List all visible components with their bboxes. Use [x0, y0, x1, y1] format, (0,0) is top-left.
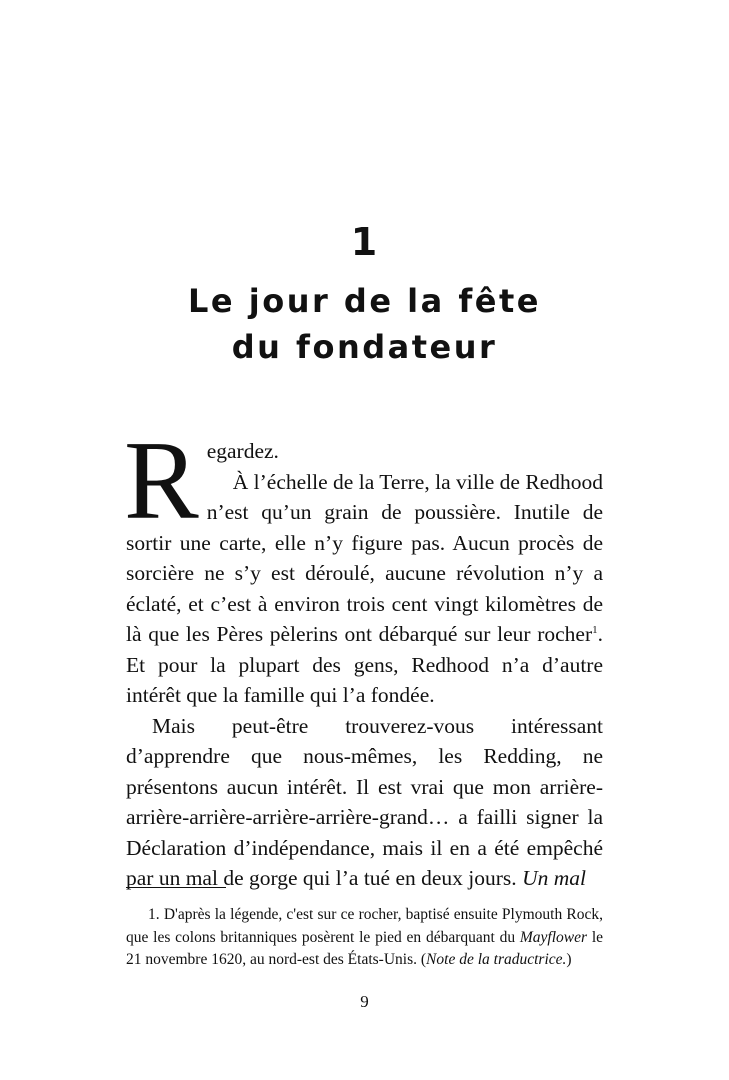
paragraph-2-end: . Et pour la plupart des gens, Redhood n’a d’autre intérêt que la famille qui l’a fondée. — [126, 622, 603, 707]
footnote-text-end: ) — [566, 951, 572, 968]
footnote-text — [126, 904, 603, 972]
paragraph-3 — [126, 711, 603, 894]
footnote-reference: 1 — [592, 623, 598, 636]
footnote-label: 1. — [148, 906, 160, 923]
paragraph-2-text: À l’échelle de la Terre, la ville de Redhood n’est qu’un grain de poussière. Inutile de sortir une carte, elle n’y figure pas. Aucun procès de sorcière ne s’y est déroulé, aucune révolution n’y a éclaté, et c’est à environ trois cent vingt kilomètres de là que les Pères pèlerins ont débarqué sur leur rocher — [126, 469, 603, 646]
footnote-rule — [126, 887, 226, 888]
footnote-italic-note: Note de la traductrice. — [426, 951, 567, 968]
body-text — [124, 419, 603, 894]
chapter-title-line-2: du fondateur — [231, 328, 498, 366]
paragraph-1 — [124, 419, 603, 543]
paragraph-3-text: Mais peut-être trouverez-vous intéressant d’apprendre que nous-mêmes, les Redding, ne présentons aucun intérêt. Il est vrai que mon arrière-arrière-arrière-arrière-arrière-grand… a failli signer la Déclaration d’indépendance, mais il en a été empêché par un mal de gorge qui l’a tué en deux jours. — [126, 713, 603, 890]
chapter-number: 1 — [350, 220, 379, 264]
page-number: 9 — [360, 992, 369, 1011]
chapter-title-line-1: Le jour de la fête — [188, 282, 541, 320]
chapter-title — [0, 278, 729, 370]
paragraph-1-text: egardez. — [206, 439, 279, 463]
footnote-italic-ship: Mayflower — [519, 928, 588, 946]
footnote — [126, 904, 603, 972]
footnote-text-start: D'après la légende, c'est sur ce rocher, baptisé ensuite Plymouth Rock, que les colons britanniques posèrent le pied en débarquant du — [126, 906, 603, 946]
drop-cap: R — [124, 419, 199, 543]
footnote-text-mid: le 21 novembre 1620, au nord-est des États-Unis. ( — [126, 928, 603, 968]
paragraph-3-italic: Un mal — [522, 866, 586, 890]
